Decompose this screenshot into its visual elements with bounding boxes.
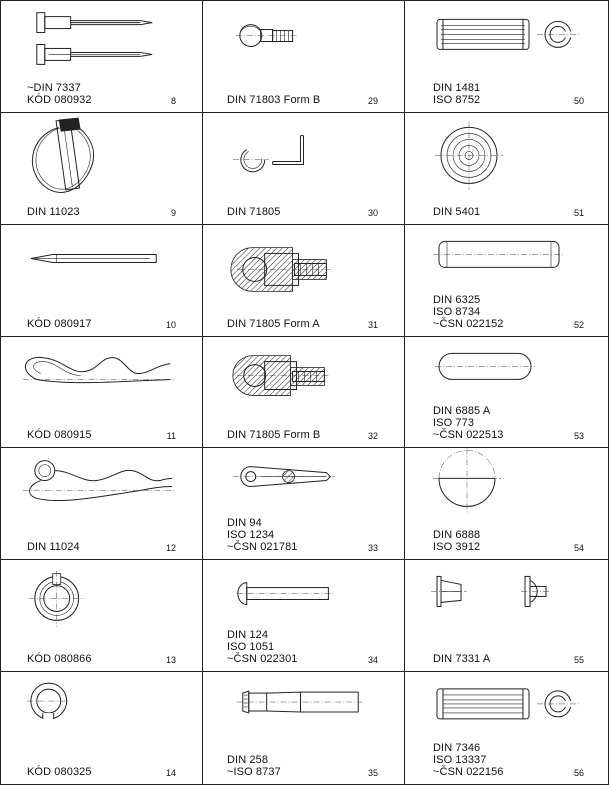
- cell-label: DIN 7331 A: [433, 653, 491, 666]
- cell-label: DIN 6888 ISO 3912: [433, 529, 481, 554]
- catalog-cell-35: [203, 672, 405, 784]
- cell-label: KÓD 080915: [27, 429, 92, 442]
- cell-label: ~DIN 7337 KÓD 080932: [27, 81, 92, 106]
- cell-label: DIN 1481 ISO 8752: [433, 81, 481, 106]
- cell-label: KÓD 080325: [27, 765, 92, 778]
- catalog-cell-54: [405, 448, 608, 560]
- cell-label: DIN 71805 Form B: [227, 429, 321, 442]
- cell-number: 50: [573, 95, 584, 106]
- cell-label: DIN 5401: [433, 205, 481, 218]
- catalog-cell-32: [203, 337, 405, 449]
- cell-number: 11: [166, 431, 176, 442]
- cell-label: DIN 6325 ISO 8734 ~ČSN 022152: [433, 293, 504, 330]
- catalog-cell-50: [405, 1, 608, 113]
- catalog-cell-12: [1, 448, 203, 560]
- cell-number: 9: [170, 207, 176, 218]
- catalog-cell-31: [203, 225, 405, 337]
- cell-number: 31: [367, 319, 378, 330]
- catalog-cell-14: [1, 672, 203, 784]
- catalog-cell-52: [405, 225, 608, 337]
- cell-label: KÓD 080866: [27, 653, 92, 666]
- cell-label: DIN 11024: [27, 541, 80, 554]
- catalog-cell-33: [203, 448, 405, 560]
- cell-label: DIN 7346 ISO 13337 ~ČSN 022156: [433, 741, 504, 778]
- catalog-cell-34: [203, 560, 405, 672]
- cell-number: 8: [170, 95, 176, 106]
- catalog-cell-8: [1, 1, 203, 113]
- cell-number: 51: [573, 207, 584, 218]
- catalog-cell-10: [1, 225, 203, 337]
- cell-label: DIN 94 ISO 1234 ~ČSN 021781: [227, 517, 298, 554]
- cell-number: 32: [367, 431, 378, 442]
- cell-number: 12: [165, 543, 176, 554]
- cell-label: DIN 71805: [227, 205, 281, 218]
- catalog-cell-29: [203, 1, 405, 113]
- cell-number: 10: [165, 319, 176, 330]
- cell-number: 13: [165, 655, 176, 666]
- cell-number: 33: [367, 543, 378, 554]
- cell-label: DIN 11023: [27, 205, 80, 218]
- cell-number: 34: [367, 655, 378, 666]
- cell-number: 56: [573, 767, 584, 778]
- catalog-cell-11: [1, 337, 203, 449]
- cell-number: 52: [573, 319, 584, 330]
- catalog-cell-55: [405, 560, 608, 672]
- catalog-cell-51: [405, 113, 608, 225]
- cell-number: 29: [367, 95, 378, 106]
- cell-label: DIN 71803 Form B: [227, 93, 321, 106]
- cell-number: 54: [573, 543, 584, 554]
- catalog-cell-13: [1, 560, 203, 672]
- cell-label: KÓD 080917: [27, 317, 92, 330]
- cell-label: DIN 71805 Form A: [227, 317, 320, 330]
- cell-number: 53: [573, 431, 584, 442]
- catalog-cell-30: [203, 113, 405, 225]
- catalog-cell-56: [405, 672, 608, 784]
- cell-number: 35: [367, 767, 378, 778]
- cell-label: DIN 6885 A ISO 773 ~ČSN 022513: [433, 405, 504, 442]
- cell-label: DIN 124 ISO 1051 ~ČSN 022301: [227, 629, 298, 666]
- catalog-cell-9: [1, 113, 203, 225]
- cell-label: DIN 258 ~ISO 8737: [227, 753, 281, 778]
- cell-number: 14: [165, 767, 176, 778]
- cell-number: 30: [367, 207, 378, 218]
- catalog-cell-53: [405, 337, 608, 449]
- cell-number: 55: [573, 655, 584, 666]
